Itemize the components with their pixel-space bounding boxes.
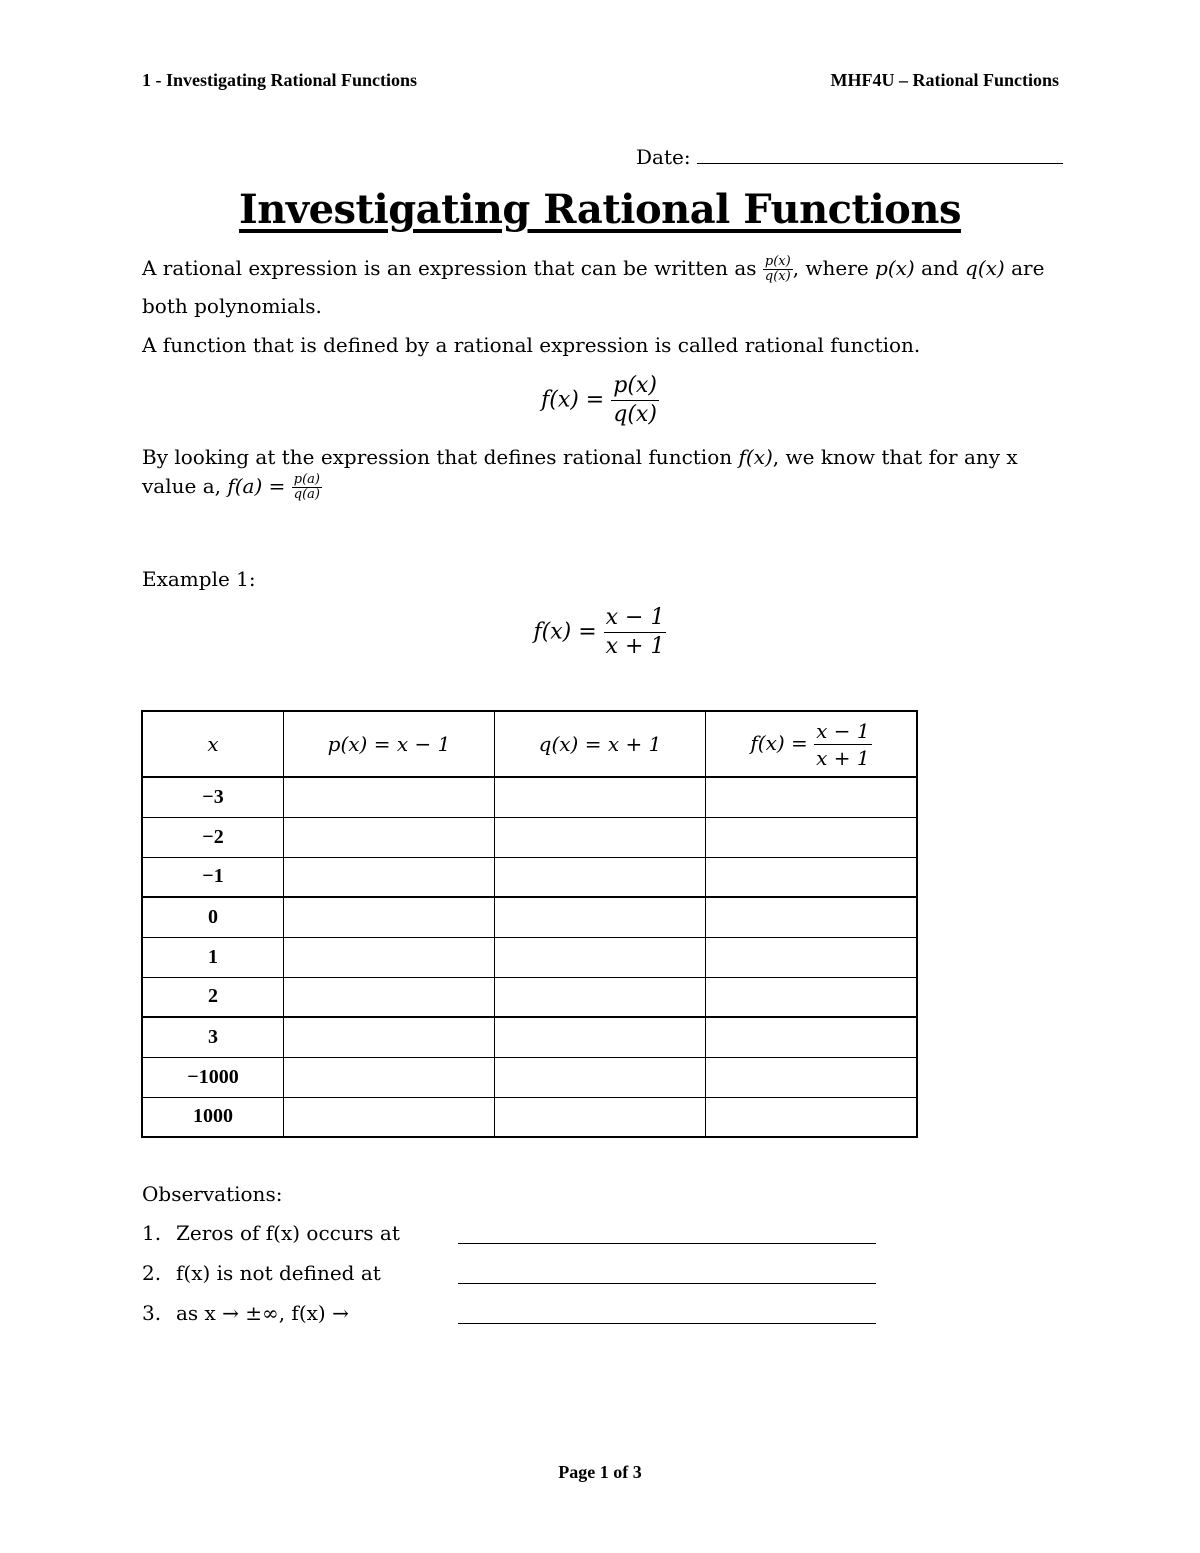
page-title: Investigating Rational Functions — [239, 186, 961, 233]
date-blank — [697, 163, 1063, 164]
intro-fraction-den: q(x) — [764, 269, 791, 284]
intro-line-1 — [142, 255, 1044, 284]
f-value-cell[interactable] — [706, 857, 918, 897]
observation-3 — [142, 1301, 882, 1325]
example-equation — [0, 604, 1200, 661]
lookup-fraction-num: p(a) — [293, 472, 320, 487]
general-equation — [0, 372, 1200, 429]
f-value-cell[interactable] — [706, 817, 918, 857]
x-value-cell: 1000 — [142, 1097, 284, 1137]
table-row — [142, 1017, 917, 1057]
p-value-cell[interactable] — [284, 777, 495, 817]
f-value-cell[interactable] — [706, 1097, 918, 1137]
observation-1 — [142, 1221, 882, 1245]
q-value-cell[interactable] — [495, 857, 706, 897]
header-x: x — [142, 711, 284, 777]
p-value-cell[interactable] — [284, 1017, 495, 1057]
x-value-cell: 1 — [142, 937, 284, 977]
observation-3-text: as x → ±∞, f(x) → — [176, 1301, 349, 1325]
table-row — [142, 897, 917, 937]
header-f-den: x + 1 — [816, 745, 870, 770]
f-value-cell[interactable] — [706, 1017, 918, 1057]
p-value-cell[interactable] — [284, 1057, 495, 1097]
observation-2-text: f(x) is not defined at — [176, 1261, 381, 1285]
x-value-cell: 3 — [142, 1017, 284, 1057]
header-q: q(x) = x + 1 — [495, 711, 706, 777]
general-eq-fraction — [611, 372, 659, 429]
p-value-cell[interactable] — [284, 857, 495, 897]
lookup-fraction — [292, 473, 322, 502]
f-value-cell[interactable] — [706, 777, 918, 817]
example-label: Example 1: — [142, 567, 256, 591]
observation-2-blank[interactable] — [458, 1283, 876, 1284]
intro-text-a: A rational expression is an expression that can be written as — [142, 256, 757, 280]
q-value-cell[interactable] — [495, 937, 706, 977]
x-value-cell: −3 — [142, 777, 284, 817]
intro-qx: q(x) — [965, 256, 1005, 280]
observation-3-blank[interactable] — [458, 1323, 876, 1324]
example-eq-lhs: f(x) = — [533, 619, 597, 645]
date-label: Date: — [636, 145, 691, 169]
header-f-fraction — [814, 718, 871, 771]
general-eq-den: q(x) — [613, 402, 657, 427]
date-line — [636, 145, 1060, 169]
x-value-cell: 2 — [142, 977, 284, 1017]
intro-px: p(x) — [875, 256, 915, 280]
table-row — [142, 1057, 917, 1097]
p-value-cell[interactable] — [284, 1097, 495, 1137]
example-eq-fraction — [604, 604, 667, 661]
x-value-cell: 0 — [142, 897, 284, 937]
observation-3-num: 3. — [142, 1301, 162, 1325]
f-value-cell[interactable] — [706, 977, 918, 1017]
q-value-cell[interactable] — [495, 777, 706, 817]
observation-2-num: 2. — [142, 1261, 162, 1285]
observation-2 — [142, 1261, 882, 1285]
p-value-cell[interactable] — [284, 977, 495, 1017]
f-value-cell[interactable] — [706, 897, 918, 937]
header-left: 1 - Investigating Rational Functions — [142, 70, 418, 90]
x-value-cell: −2 — [142, 817, 284, 857]
intro-line-2: both polynomials. — [142, 294, 322, 318]
general-eq-num: p(x) — [611, 372, 659, 401]
values-table — [141, 710, 918, 1138]
example-eq-num: x − 1 — [604, 604, 667, 633]
header-f-num: x − 1 — [816, 718, 870, 743]
q-value-cell[interactable] — [495, 1097, 706, 1137]
observation-1-blank[interactable] — [458, 1243, 876, 1244]
q-value-cell[interactable] — [495, 1017, 706, 1057]
page-footer: Page 1 of 3 — [558, 1462, 642, 1482]
table-row — [142, 777, 917, 817]
lookup-fa: f(a) = — [227, 474, 286, 498]
lookup-text-b: , we know that for any x — [772, 445, 1018, 469]
observation-1-text: Zeros of f(x) occurs at — [176, 1221, 400, 1245]
table-header-row — [142, 711, 917, 777]
example-eq-den: x + 1 — [605, 634, 665, 659]
intro-fraction — [763, 255, 793, 284]
q-value-cell[interactable] — [495, 817, 706, 857]
lookup-text-c: value a, — [142, 474, 221, 498]
q-value-cell[interactable] — [495, 977, 706, 1017]
f-value-cell[interactable] — [706, 937, 918, 977]
p-value-cell[interactable] — [284, 897, 495, 937]
q-value-cell[interactable] — [495, 897, 706, 937]
lookup-line-1 — [142, 445, 1018, 469]
f-value-cell[interactable] — [706, 1057, 918, 1097]
header-right: MHF4U – Rational Functions — [830, 70, 1059, 90]
intro-text-d: are — [1011, 256, 1045, 280]
x-value-cell: −1 — [142, 857, 284, 897]
table-row — [142, 937, 917, 977]
q-value-cell[interactable] — [495, 1057, 706, 1097]
table-row — [142, 857, 917, 897]
table-row — [142, 817, 917, 857]
lookup-fx: f(x) — [738, 445, 773, 469]
table-row — [142, 977, 917, 1017]
general-eq-lhs: f(x) = — [541, 387, 605, 413]
lookup-line-2 — [142, 473, 322, 502]
intro-line-3: A function that is defined by a rational expression is called rational function. — [142, 333, 921, 357]
p-value-cell[interactable] — [284, 817, 495, 857]
header-p: p(x) = x − 1 — [284, 711, 495, 777]
x-value-cell: −1000 — [142, 1057, 284, 1097]
observations-title: Observations: — [142, 1182, 283, 1206]
lookup-fraction-den: q(a) — [293, 487, 320, 502]
header-f — [706, 711, 918, 777]
table-row — [142, 1097, 917, 1137]
intro-text-c: and — [921, 256, 959, 280]
intro-fraction-num: p(x) — [764, 254, 791, 269]
header-f-lhs: f(x) = — [750, 730, 808, 755]
table-body — [142, 777, 917, 1137]
observation-1-num: 1. — [142, 1221, 162, 1245]
intro-text-b: , where — [792, 256, 869, 280]
p-value-cell[interactable] — [284, 937, 495, 977]
lookup-text-a: By looking at the expression that defines rational function — [142, 445, 733, 469]
